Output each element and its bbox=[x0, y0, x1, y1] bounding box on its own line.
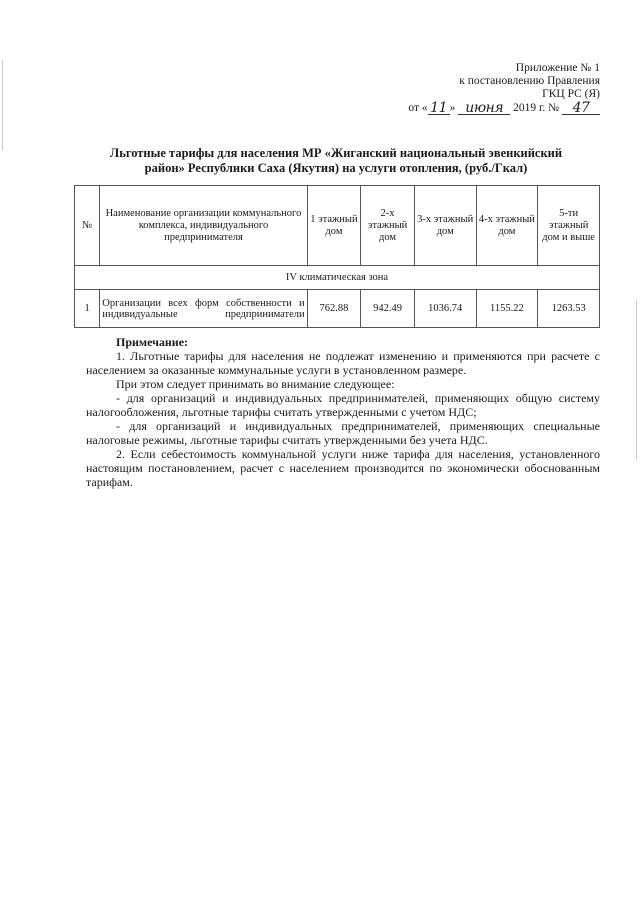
header-4-floor: 4-х этажный дом bbox=[476, 186, 538, 266]
tariff-3-floor: 1036.74 bbox=[414, 290, 476, 328]
document-title: Льготные тарифы для населения МР «Жиганский национальный эвенкийский район» Республики Саха (Якутия) на услуги отопления, (руб./Гкал) bbox=[109, 146, 563, 175]
handwritten-month: июня bbox=[465, 100, 504, 116]
row-organization: Организации всех форм собственности и индивидуальные предприниматели bbox=[100, 290, 307, 328]
document-header bbox=[408, 62, 600, 115]
climate-zone-label: IV климатическая зона bbox=[75, 266, 600, 290]
left-margin-mark bbox=[2, 60, 3, 150]
notes-heading: Примечание: bbox=[116, 335, 189, 349]
tariff-table bbox=[74, 185, 600, 328]
date-line: от « 11 » июня 2019 г. № 47 bbox=[408, 101, 600, 115]
note-consider: При этом следует принимать во внимание следующее: bbox=[116, 377, 395, 391]
note-2: 2. Если себестоимость коммунальной услуги ниже тарифа для населения, установленного настоящим постановлением, расчет с населением производится по экономически обоснованным тарифам. bbox=[86, 447, 600, 489]
appendix-label: Приложение № 1 bbox=[515, 62, 600, 74]
tariff-2-floor: 942.49 bbox=[361, 290, 415, 328]
header-2-floor: 2-х этажный дом bbox=[361, 186, 415, 266]
note-without-vat: - для организаций и индивидуальных предпринимателей, применяющих специальные налоговые режимы, льготные тарифы считать утвержденными без учета НДС. bbox=[86, 419, 600, 447]
note-1: 1. Льготные тарифы для населения не подлежат изменению и применяются при расчете с населением за оказанные коммунальные услуги в установленном размере. bbox=[86, 349, 600, 377]
handwritten-day: 11 bbox=[430, 100, 447, 116]
header-3-floor: 3-х этажный дом bbox=[414, 186, 476, 266]
issuer-label: ГКЦ РС (Я) bbox=[542, 88, 600, 100]
notes-section bbox=[86, 335, 600, 489]
row-number: 1 bbox=[75, 290, 100, 328]
resolution-label: к постановлению Правления bbox=[459, 75, 600, 87]
tariff-4-floor: 1155.22 bbox=[476, 290, 538, 328]
header-1-floor: 1 этажный дом bbox=[307, 186, 361, 266]
tariff-5-floor: 1263.53 bbox=[538, 290, 600, 328]
table-row bbox=[75, 290, 600, 328]
note-with-vat: - для организаций и индивидуальных предпринимателей, применяющих общую систему налогообложения, льготные тарифы считать утвержденными с учетом НДС; bbox=[86, 391, 600, 419]
header-number: № bbox=[75, 186, 100, 266]
header-5-floor: 5-ти этажный дом и выше bbox=[538, 186, 600, 266]
header-organization: Наименование организации коммунального комплекса, индивидуального предпринимателя bbox=[100, 186, 307, 266]
climate-zone-row bbox=[75, 266, 600, 290]
right-margin-mark bbox=[636, 300, 637, 460]
tariff-1-floor: 762.88 bbox=[307, 290, 361, 328]
handwritten-number: 47 bbox=[572, 100, 590, 116]
table-header-row bbox=[75, 186, 600, 266]
